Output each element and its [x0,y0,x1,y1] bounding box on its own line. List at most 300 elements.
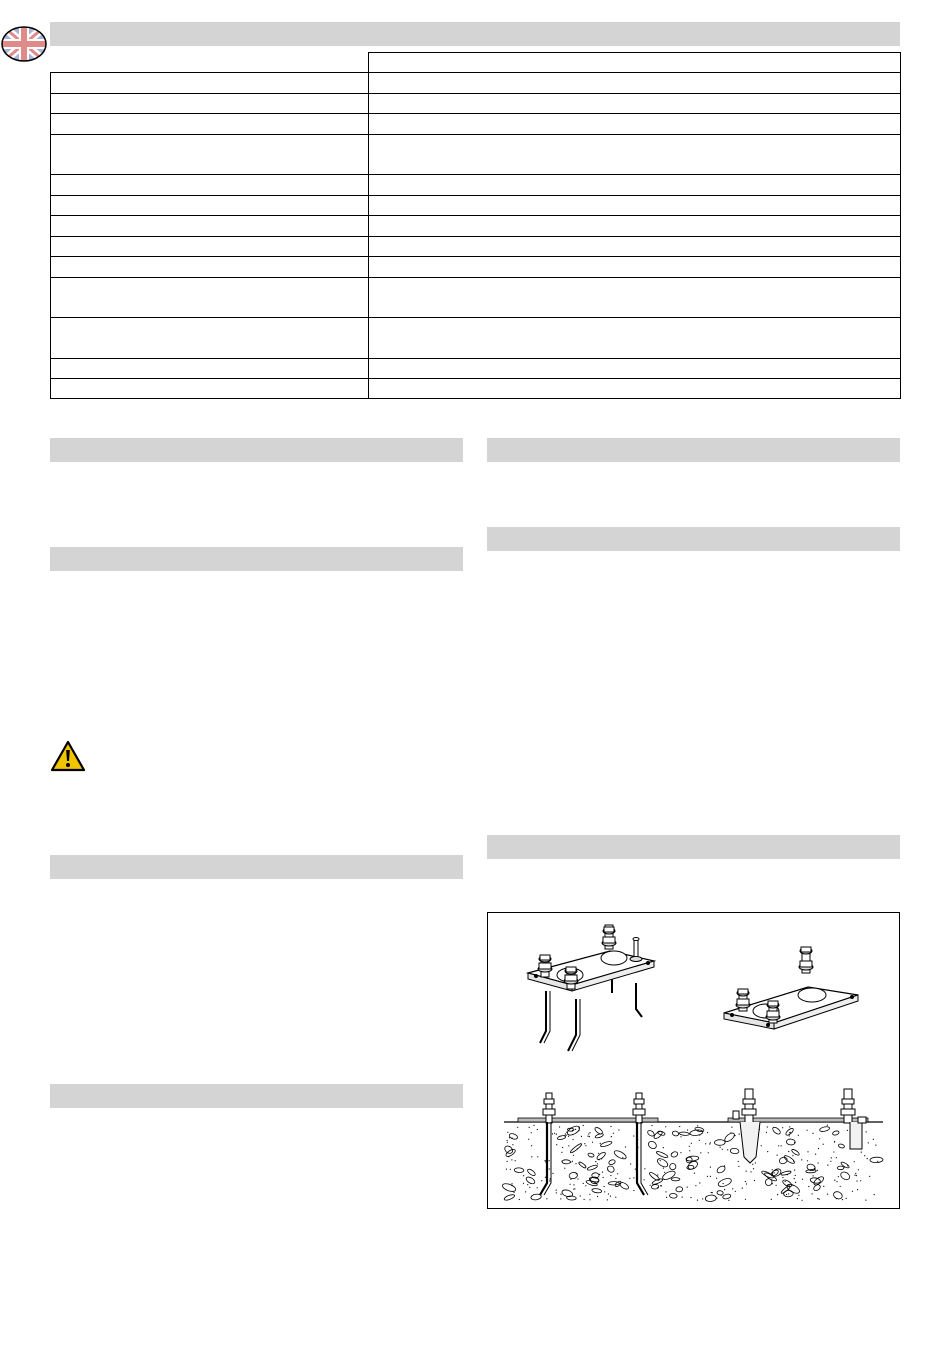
concrete-grain [517,1127,518,1128]
concrete-stone [608,1159,616,1166]
base-plate-installation-diagram [487,912,900,1209]
concrete-grain [599,1159,600,1160]
concrete-grain [761,1145,762,1146]
table-row [51,278,901,318]
concrete-grain [633,1190,634,1191]
concrete-stone [567,1128,574,1131]
table-cell-label [51,359,369,379]
concrete-grain [867,1158,868,1159]
concrete-grain [817,1170,818,1171]
installation-illustration [488,913,899,1208]
concrete-grain [794,1170,795,1171]
concrete-grain [573,1189,574,1190]
concrete-grain [680,1152,681,1153]
concrete-grain [615,1197,616,1198]
concrete-grain [767,1126,768,1127]
concrete-grain [564,1168,565,1169]
table-cell-label [51,135,369,175]
concrete-grain [600,1143,601,1144]
section-heading-right-2 [487,527,900,551]
table-cell-label [51,73,369,94]
concrete-grain [752,1164,753,1165]
table-row [51,379,901,399]
concrete-grain [663,1168,664,1169]
concrete-grain [827,1194,828,1195]
concrete-grain [798,1195,799,1196]
concrete-grain [585,1185,586,1186]
table-cell-value [369,237,901,257]
concrete-grain [815,1154,816,1155]
concrete-stone [652,1178,664,1186]
concrete-grain [595,1161,596,1162]
concrete-stone [717,1177,732,1188]
concrete-grain [710,1142,711,1143]
concrete-grain [644,1168,645,1169]
concrete-grain [699,1134,700,1135]
concrete-grain [552,1173,553,1174]
concrete-stone [722,1193,731,1199]
concrete-stone [595,1133,604,1139]
concrete-grain [690,1197,691,1198]
concrete-grain [777,1155,778,1156]
table-cell-label [51,257,369,278]
table-cell-label [51,114,369,135]
concrete-grain [716,1178,717,1179]
concrete-grain [597,1163,598,1164]
concrete-grain [792,1185,793,1186]
concrete-grain [556,1134,557,1135]
concrete-stone [730,1148,739,1154]
concrete-grain [607,1199,608,1200]
concrete-grain [724,1189,725,1190]
concrete-grain [698,1130,699,1131]
concrete-stone [672,1130,679,1136]
concrete-grain [561,1152,562,1153]
uk-flag-icon [0,24,48,64]
concrete-grain [875,1145,876,1146]
concrete-grain [833,1151,834,1152]
top-title-band [50,22,900,46]
concrete-grain [854,1175,855,1176]
concrete-grain [720,1147,721,1148]
concrete-grain [512,1144,513,1145]
concrete-grain [772,1169,773,1170]
concrete-grain [529,1187,530,1188]
concrete-grain [595,1183,596,1184]
concrete-stone [514,1168,524,1173]
table-cell-value [369,94,901,114]
concrete-grain [834,1180,835,1181]
concrete-stone [647,1140,658,1150]
concrete-stone [781,1170,792,1175]
concrete-grain [808,1186,809,1187]
concrete-grain [742,1188,743,1189]
concrete-stone [613,1149,627,1160]
concrete-grain [570,1162,571,1163]
section-heading-left-1 [50,438,463,462]
concrete-grain [794,1178,795,1179]
concrete-stone [661,1169,676,1181]
concrete-grain [679,1126,680,1127]
concrete-grain [507,1132,508,1133]
concrete-grain [695,1185,696,1186]
concrete-grain [682,1197,683,1198]
concrete-grain [506,1169,507,1170]
concrete-grain [657,1174,658,1175]
concrete-grain [601,1158,602,1159]
concrete-stone [840,1161,850,1169]
concrete-stone [786,1139,795,1146]
concrete-grain [836,1157,837,1158]
concrete-stone [596,1151,607,1161]
concrete-grain [687,1187,688,1188]
concrete-grain [771,1199,772,1200]
concrete-grain [789,1135,790,1136]
concrete-grain [680,1136,681,1137]
concrete-grain [570,1184,571,1185]
table-header-left [51,53,369,73]
table-cell-value [369,114,901,135]
concrete-grain [823,1144,824,1145]
concrete-grain [577,1148,578,1149]
concrete-stone [838,1143,845,1148]
concrete-grain [568,1145,569,1146]
base-plate-drawing [724,947,858,1029]
concrete-grain [565,1133,566,1134]
specs-table [50,52,901,399]
concrete-stone [503,1145,514,1155]
concrete-grain [630,1163,631,1164]
concrete-grain [573,1155,574,1156]
concrete-grain [650,1185,651,1186]
concrete-grain [513,1192,514,1193]
concrete-stone [562,1160,571,1164]
concrete-grain [847,1130,848,1131]
table-cell-label [51,237,369,257]
concrete-grain [738,1166,739,1167]
concrete-grain [795,1175,796,1176]
concrete-stone [669,1163,676,1170]
concrete-grain [533,1125,534,1126]
concrete-stone [685,1156,693,1164]
warning-triangle-icon [50,740,86,772]
concrete-grain [611,1136,612,1137]
concrete-stone [561,1189,573,1198]
concrete-grain [523,1175,524,1176]
concrete-stone [501,1182,516,1193]
concrete-grain [666,1197,667,1198]
concrete-grain [818,1162,819,1163]
concrete-grain [625,1146,626,1147]
section-heading-right-3 [487,835,900,859]
concrete-stone [785,1127,795,1136]
concrete-grain [602,1172,603,1173]
concrete-grain [699,1140,700,1141]
concrete-stone [600,1140,613,1147]
concrete-grain [801,1159,802,1160]
concrete-stone [806,1163,816,1172]
table-cell-value [369,359,901,379]
concrete-stone [723,1131,736,1143]
concrete-grain [785,1181,786,1182]
concrete-grain [868,1142,869,1143]
table-header-right [369,53,901,73]
table-row [51,73,901,94]
concrete-grain [689,1146,690,1147]
concrete-grain [710,1176,711,1177]
concrete-grain [689,1150,690,1151]
concrete-grain [644,1179,645,1180]
concrete-grain [622,1157,623,1158]
concrete-grain [691,1143,692,1144]
concrete-grain [510,1169,511,1170]
concrete-grain [549,1168,550,1169]
concrete-grain [776,1185,777,1186]
concrete-stone [839,1170,851,1181]
concrete-stone [669,1193,677,1198]
concrete-grain [797,1198,798,1199]
concrete-stone [837,1166,844,1170]
concrete-grain [583,1183,584,1184]
concrete-grain [807,1151,808,1152]
table-cell-label [51,318,369,359]
table-cell-value [369,318,901,359]
concrete-grain [731,1127,732,1128]
concrete-grain [562,1147,563,1148]
concrete-stone [651,1184,659,1189]
concrete-grain [754,1180,755,1181]
concrete-grain [511,1137,512,1138]
concrete-grain [607,1169,608,1170]
concrete-grain [592,1142,593,1143]
concrete-grain [721,1195,722,1196]
concrete-grain [755,1162,756,1163]
concrete-grain [772,1183,773,1184]
concrete-grain [599,1174,600,1175]
concrete-grain [834,1141,835,1142]
concrete-grain [874,1194,875,1195]
concrete-grain [568,1136,569,1137]
concrete-grain [858,1169,859,1170]
concrete-grain [610,1196,611,1197]
concrete-grain [584,1199,585,1200]
concrete-grain [750,1171,751,1172]
table-cell-value [369,135,901,175]
concrete-grain [578,1127,579,1128]
concrete-grain [570,1179,571,1180]
concrete-stone [679,1132,689,1136]
anchor-plate-drawing [528,925,654,1051]
concrete-grain [665,1191,666,1192]
concrete-grain [528,1139,529,1140]
concrete-stone [587,1152,594,1157]
concrete-grain [777,1194,778,1195]
concrete-grain [782,1177,783,1178]
concrete-grain [556,1144,557,1145]
concrete-grain [798,1135,799,1136]
concrete-grain [818,1148,819,1149]
concrete-grain [716,1198,717,1199]
concrete-grain [856,1175,857,1176]
concrete-grain [665,1126,666,1127]
concrete-grain [589,1194,590,1195]
concrete-grain [802,1200,803,1201]
concrete-grain [527,1184,528,1185]
concrete-grain [745,1199,746,1200]
concrete-grain [745,1181,746,1182]
concrete-grain [864,1155,865,1156]
table-cell-value [369,257,901,278]
concrete-grain [581,1136,582,1137]
concrete-grain [509,1137,510,1138]
concrete-grain [865,1200,866,1201]
concrete-grain [873,1139,874,1140]
concrete-grain [869,1176,870,1177]
concrete-grain [589,1132,590,1133]
concrete-grain [512,1185,513,1186]
table-cell-label [51,196,369,216]
concrete-grain [511,1159,512,1160]
table-cell-label [51,278,369,318]
table-row [51,135,901,175]
concrete-grain [817,1198,818,1199]
table-cell-label [51,216,369,237]
concrete-grain [846,1198,847,1199]
concrete-grain [580,1195,581,1196]
concrete-grain [560,1198,561,1199]
section-heading-left-2 [50,547,463,571]
concrete-stone [671,1178,680,1181]
concrete-grain [707,1176,708,1177]
table-cell-value [369,196,901,216]
concrete-grain [633,1135,634,1136]
concrete-grain [866,1131,867,1132]
concrete-grain [855,1173,856,1174]
concrete-grain [575,1163,576,1164]
table-cell-label [51,379,369,399]
concrete-grain [727,1149,728,1150]
concrete-stone [657,1130,665,1136]
concrete-grain [572,1130,573,1131]
concrete-grain [610,1126,611,1127]
concrete-grain [575,1129,576,1130]
concrete-grain [812,1133,813,1134]
concrete-grain [531,1156,532,1157]
concrete-grain [782,1127,783,1128]
concrete-grain [537,1156,538,1157]
concrete-grain [598,1153,599,1154]
concrete-grain [559,1126,560,1127]
table-header-row [51,53,901,73]
concrete-grain [663,1147,664,1148]
concrete-grain [700,1152,701,1153]
concrete-grain [507,1142,508,1143]
concrete-grain [823,1186,824,1187]
concrete-grain [788,1151,789,1152]
concrete-grain [856,1180,857,1181]
concrete-grain [604,1191,605,1192]
concrete-grain [549,1160,550,1161]
concrete-grain [572,1161,573,1162]
concrete-stone [670,1151,678,1158]
concrete-grain [781,1145,782,1146]
concrete-stone [508,1133,518,1141]
concrete-grain [838,1176,839,1177]
concrete-grain [549,1180,550,1181]
concrete-stone [505,1148,517,1158]
concrete-stone [656,1150,669,1158]
table-cell-value [369,278,901,318]
table-cell-value [369,216,901,237]
concrete-grain [633,1177,634,1178]
concrete-grain [788,1193,789,1194]
concrete-grain [572,1134,573,1135]
concrete-stone [570,1143,583,1154]
concrete-grain [705,1143,706,1144]
concrete-grain [767,1151,768,1152]
concrete-stone [832,1130,839,1135]
concrete-grain [861,1152,862,1153]
concrete-grain [588,1133,589,1134]
concrete-grain [814,1168,815,1169]
concrete-grain [585,1145,586,1146]
concrete-grain [694,1173,695,1174]
concrete-grain [507,1140,508,1141]
concrete-stone [676,1186,683,1192]
concrete-stone [656,1157,669,1169]
concrete-grain [531,1145,532,1146]
concrete-grain [566,1135,567,1136]
concrete-stone [714,1140,725,1146]
table-cell-value [369,175,901,196]
concrete-stone [592,1188,602,1193]
concrete-grain [573,1184,574,1185]
concrete-grain [877,1161,878,1162]
concrete-grain [597,1196,598,1197]
concrete-grain [584,1143,585,1144]
concrete-stone [527,1168,537,1177]
concrete-grain [699,1182,700,1183]
concrete-grain [795,1182,796,1183]
concrete-grain [807,1160,808,1161]
concrete-grain [610,1175,611,1176]
concrete-grain [507,1161,508,1162]
concrete-grain [613,1133,614,1134]
concrete-grain [529,1127,530,1128]
table-cell-value [369,379,901,399]
concrete-grain [525,1191,526,1192]
concrete-grain [556,1192,557,1193]
concrete-stone [717,1190,724,1195]
table-cell-label [51,94,369,114]
concrete-grain [852,1191,853,1192]
concrete-grain [787,1174,788,1175]
concrete-grain [564,1135,565,1136]
concrete-grain [728,1200,729,1201]
concrete-grain [842,1199,843,1200]
concrete-grain [707,1132,708,1133]
table-row [51,175,901,196]
concrete-stone [504,1194,516,1202]
section-heading-left-3 [50,855,463,879]
concrete-grain [812,1193,813,1194]
concrete-grain [545,1160,546,1161]
concrete-grain [857,1189,858,1190]
concrete-grain [531,1132,532,1133]
concrete-grain [635,1169,636,1170]
concrete-grain [746,1171,747,1172]
concrete-grain [774,1172,775,1173]
